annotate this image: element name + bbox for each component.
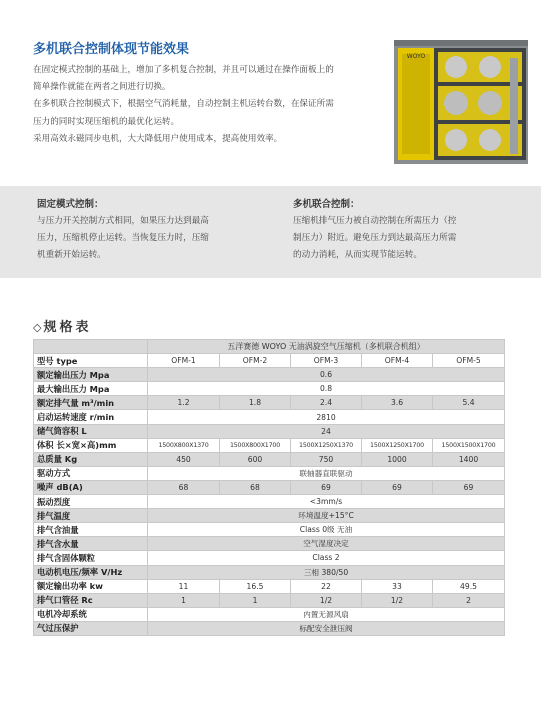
panel-line: 与压力开关控制方式相同，如果压力达到最高 xyxy=(37,216,209,226)
row-label: 驱动方式 xyxy=(34,466,148,480)
intro-line: 压力的同时实现压缩机的最优化运转。 xyxy=(33,116,180,127)
table-row xyxy=(34,368,505,382)
fixed-mode-heading: 固定模式控制： xyxy=(37,199,104,210)
table-cell: 16.5 xyxy=(220,579,291,593)
table-cell: OFM-2 xyxy=(220,354,291,368)
row-label: 启动运转速度 r/min xyxy=(34,410,148,424)
table-cell: 68 xyxy=(220,480,291,494)
row-label: 排气含油量 xyxy=(34,523,148,537)
table-cell: 三相 380/50 xyxy=(148,565,505,579)
table-cell: OFM-1 xyxy=(148,354,220,368)
table-title-cell: 五洋赛德 WOYO 无油涡旋空气压缩机（多机联合机组） xyxy=(148,340,505,354)
fixed-mode-panel xyxy=(37,196,257,264)
table-cell: 3.6 xyxy=(362,396,433,410)
table-cell: 69 xyxy=(291,480,362,494)
table-cell: 1/2 xyxy=(362,593,433,607)
table-cell: 68 xyxy=(148,480,220,494)
table-cell: 1/2 xyxy=(291,593,362,607)
row-label: 额定排气量 m³/min xyxy=(34,396,148,410)
table-row xyxy=(34,621,505,635)
table-row xyxy=(34,466,505,480)
table-cell: 环境温度+15°C xyxy=(148,509,505,523)
table-cell: 1.2 xyxy=(148,396,220,410)
table-cell: 标配安全泄压阀 xyxy=(148,621,505,635)
row-label: 型号 type xyxy=(34,354,148,368)
row-label: 振动烈度 xyxy=(34,495,148,509)
table-cell xyxy=(34,340,148,354)
table-cell: 内置无源风扇 xyxy=(148,607,505,621)
table-row xyxy=(34,551,505,565)
row-label: 排气含固体颗粒 xyxy=(34,551,148,565)
table-row xyxy=(34,509,505,523)
table-row xyxy=(34,424,505,438)
table-row xyxy=(34,565,505,579)
table-cell: 1500X1500X1700 xyxy=(433,438,505,452)
diamond-icon: ◇ xyxy=(33,321,42,334)
table-row xyxy=(34,607,505,621)
table-row xyxy=(34,593,505,607)
table-header-row xyxy=(34,340,505,354)
row-label: 电机冷却系统 xyxy=(34,607,148,621)
intro-line: 采用高效永磁同步电机，大大降低用户使用成本，提高使用效率。 xyxy=(33,133,283,144)
panel-line: 的动力消耗，从而实现节能运转。 xyxy=(293,250,422,260)
table-cell: 49.5 xyxy=(433,579,505,593)
table-cell: 33 xyxy=(362,579,433,593)
intro-line: 在固定模式控制的基础上，增加了多机复合控制，并且可以通过在操作面板上的 xyxy=(33,65,334,75)
spec-heading-text: 规格表 xyxy=(43,320,92,335)
row-label: 总质量 Kg xyxy=(34,452,148,466)
table-cell: 0.6 xyxy=(148,368,505,382)
row-label: 噪声 dB(A) xyxy=(34,480,148,494)
table-cell: OFM-4 xyxy=(362,354,433,368)
table-cell: 2 xyxy=(433,593,505,607)
table-row xyxy=(34,537,505,551)
table-row xyxy=(34,523,505,537)
table-row xyxy=(34,495,505,509)
table-cell: 69 xyxy=(433,480,505,494)
row-label: 电动机电压/频率 V/Hz xyxy=(34,565,148,579)
table-cell: OFM-5 xyxy=(433,354,505,368)
table-cell: 联轴器直联驱动 xyxy=(148,466,505,480)
multi-mode-panel xyxy=(293,196,513,264)
multi-mode-heading: 多机联合控制： xyxy=(293,199,360,210)
control-modes-panel xyxy=(0,186,541,278)
table-cell: 11 xyxy=(148,579,220,593)
table-cell: Class 0级 无油 xyxy=(148,523,505,537)
row-label: 额定输出功率 kw xyxy=(34,579,148,593)
intro-line: 在多机联合控制模式下，根据空气消耗量，自动控制主机运转台数，在保证所需 xyxy=(33,99,334,110)
table-cell: 600 xyxy=(220,452,291,466)
panel-line: 机重新开始运转。 xyxy=(37,250,106,260)
spec-heading xyxy=(33,316,91,335)
table-cell: Class 2 xyxy=(148,551,505,565)
table-cell: 450 xyxy=(148,452,220,466)
table-cell: 1.8 xyxy=(220,396,291,410)
row-label: 气过压保护 xyxy=(34,621,148,635)
table-row xyxy=(34,410,505,424)
table-cell: 1000 xyxy=(362,452,433,466)
brand-logo: WOYO xyxy=(406,53,426,60)
panel-line: 压缩机排气压力被自动控制在所需压力（控 xyxy=(293,216,457,226)
intro-line: 简单操作就能在两者之间进行切换。 xyxy=(33,82,171,93)
table-row xyxy=(34,354,505,368)
row-label: 最大输出压力 Mpa xyxy=(34,382,148,396)
table-cell: 1500X1250X1370 xyxy=(291,438,362,452)
row-label: 储气筒容积 L xyxy=(34,424,148,438)
table-cell: 750 xyxy=(291,452,362,466)
table-row xyxy=(34,438,505,452)
table-row xyxy=(34,382,505,396)
spec-table xyxy=(33,339,505,636)
section-title: 多机联合控制体现节能效果 xyxy=(33,42,190,57)
row-label: 排气温度 xyxy=(34,509,148,523)
table-cell: 1500X1250X1700 xyxy=(362,438,433,452)
intro-text xyxy=(33,62,383,148)
table-cell: 1 xyxy=(220,593,291,607)
panel-line: 压力，压缩机停止运转。当恢复压力时，压缩 xyxy=(37,233,209,243)
table-cell: 0.8 xyxy=(148,382,505,396)
table-row xyxy=(34,396,505,410)
row-label: 额定输出压力 Mpa xyxy=(34,368,148,382)
table-row xyxy=(34,579,505,593)
compressor-product-image xyxy=(392,38,530,166)
table-cell: 1500X800X1700 xyxy=(220,438,291,452)
table-cell: 2.4 xyxy=(291,396,362,410)
table-cell: 24 xyxy=(148,424,505,438)
table-row xyxy=(34,480,505,494)
panel-line: 制压力）附近。避免压力到达最高压力所需 xyxy=(293,233,457,243)
table-cell: <3mm/s xyxy=(148,495,505,509)
table-cell: OFM-3 xyxy=(291,354,362,368)
row-label: 体积 长×宽×高)mm xyxy=(34,438,148,452)
table-cell: 空气湿度决定 xyxy=(148,537,505,551)
table-cell: 22 xyxy=(291,579,362,593)
table-cell: 1500X800X1370 xyxy=(148,438,220,452)
table-row xyxy=(34,452,505,466)
table-cell: 1400 xyxy=(433,452,505,466)
table-cell: 5.4 xyxy=(433,396,505,410)
row-label: 排气口管径 Rc xyxy=(34,593,148,607)
table-cell: 2810 xyxy=(148,410,505,424)
table-cell: 1 xyxy=(148,593,220,607)
row-label: 排气含水量 xyxy=(34,537,148,551)
table-cell: 69 xyxy=(362,480,433,494)
